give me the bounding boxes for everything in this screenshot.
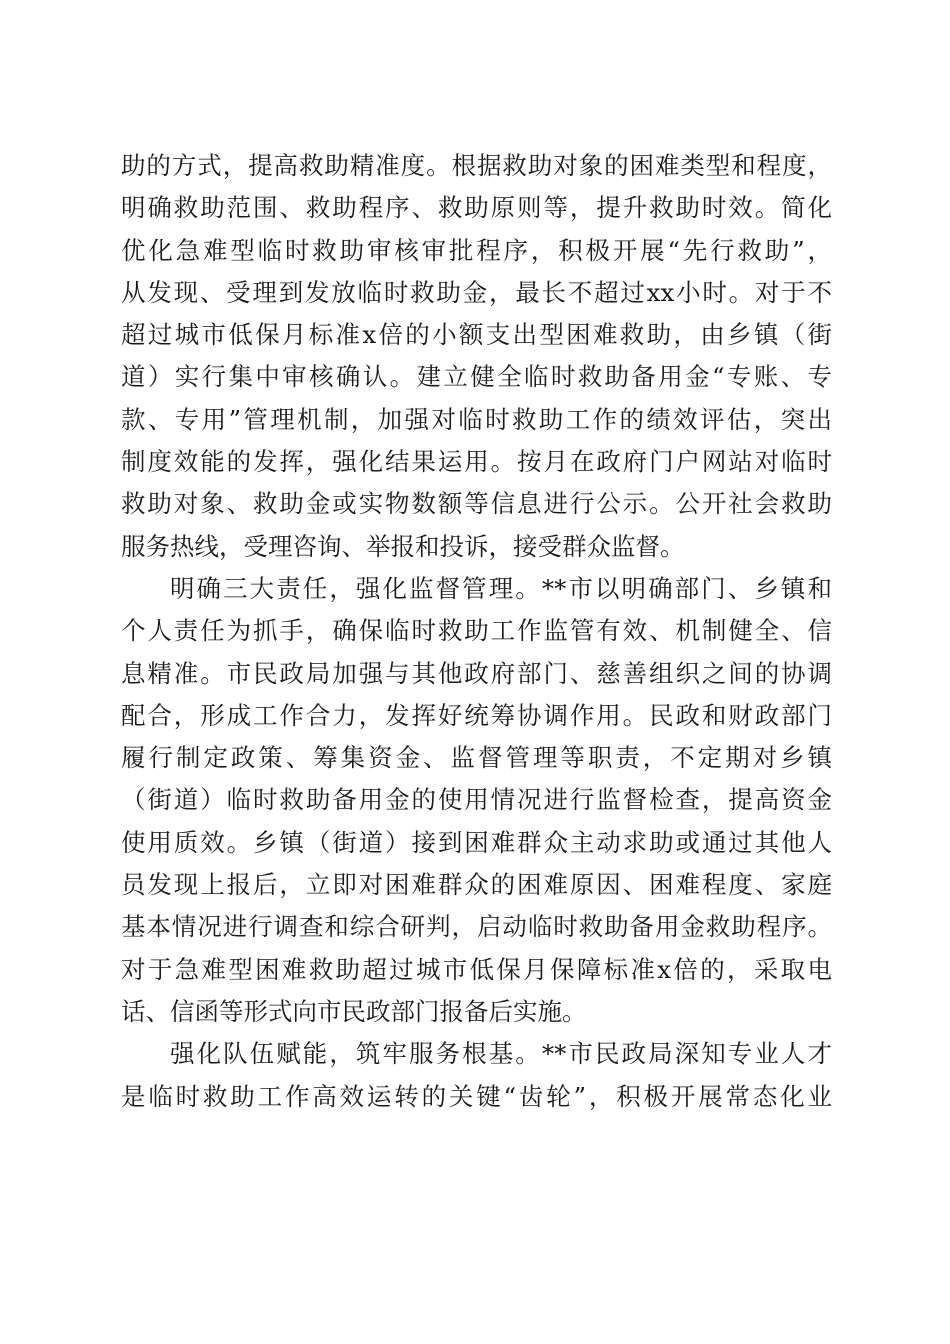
text-line: 对于急难型困难救助超过城市低保月保障标准x倍的，采取电 — [121, 954, 832, 984]
text-line: 优化急难型临时救助审核审批程序，积极开展“先行救助”， — [121, 235, 832, 265]
text-line: 使用质效。乡镇（街道）接到困难群众主动求助或通过其他人 — [121, 827, 832, 857]
text-line: 款、专用”管理机制，加强对临时救助工作的绩效评估，突出 — [121, 404, 832, 434]
text-line: 员发现上报后，立即对困难群众的困难原因、困难程度、家庭 — [121, 870, 832, 900]
text-line: 从发现、受理到发放临时救助金，最长不超过xx小时。对于不 — [121, 277, 832, 307]
text-line: 明确救助范围、救助程序、救助原则等，提升救助时效。简化 — [121, 193, 832, 223]
text-line: 服务热线，受理咨询、举报和投诉，接受群众监督。 — [121, 531, 685, 561]
text-line: 超过城市低保月标准x倍的小额支出型困难救助，由乡镇（街 — [121, 320, 832, 350]
text-line: 基本情况进行调查和综合研判，启动临时救助备用金救助程序。 — [121, 912, 832, 942]
text-line: （街道）临时救助备用金的使用情况进行监督检查，提高资金 — [121, 785, 832, 815]
text-line: 制度效能的发挥，强化结果运用。按月在政府门户网站对临时 — [121, 447, 832, 477]
text-line: 道）实行集中审核确认。建立健全临时救助备用金“专账、专 — [121, 362, 832, 392]
document-body — [121, 145, 832, 1118]
paragraph-first-line: 明确三大责任，强化监督管理。**市以明确部门、乡镇和 — [170, 573, 832, 603]
text-line: 配合，形成工作合力，发挥好统筹协调作用。民政和财政部门 — [121, 700, 832, 730]
text-line: 话、信函等形式向市民政部门报备后实施。 — [121, 996, 587, 1026]
text-line: 是临时救助工作高效运转的关键“齿轮”，积极开展常态化业 — [121, 1081, 832, 1111]
text-line: 助的方式，提高救助精准度。根据救助对象的困难类型和程度， — [121, 151, 832, 180]
text-line: 履行制定政策、筹集资金、监督管理等职责，不定期对乡镇 — [121, 743, 832, 773]
text-line: 息精准。市民政局加强与其他政府部门、慈善组织之间的协调 — [121, 658, 832, 688]
text-line: 个人责任为抓手，确保临时救助工作监管有效、机制健全、信 — [121, 616, 832, 646]
text-line: 救助对象、救助金或实物数额等信息进行公示。公开社会救助 — [121, 489, 832, 519]
paragraph-first-line: 强化队伍赋能，筑牢服务根基。**市民政局深知专业人才 — [170, 1039, 832, 1069]
